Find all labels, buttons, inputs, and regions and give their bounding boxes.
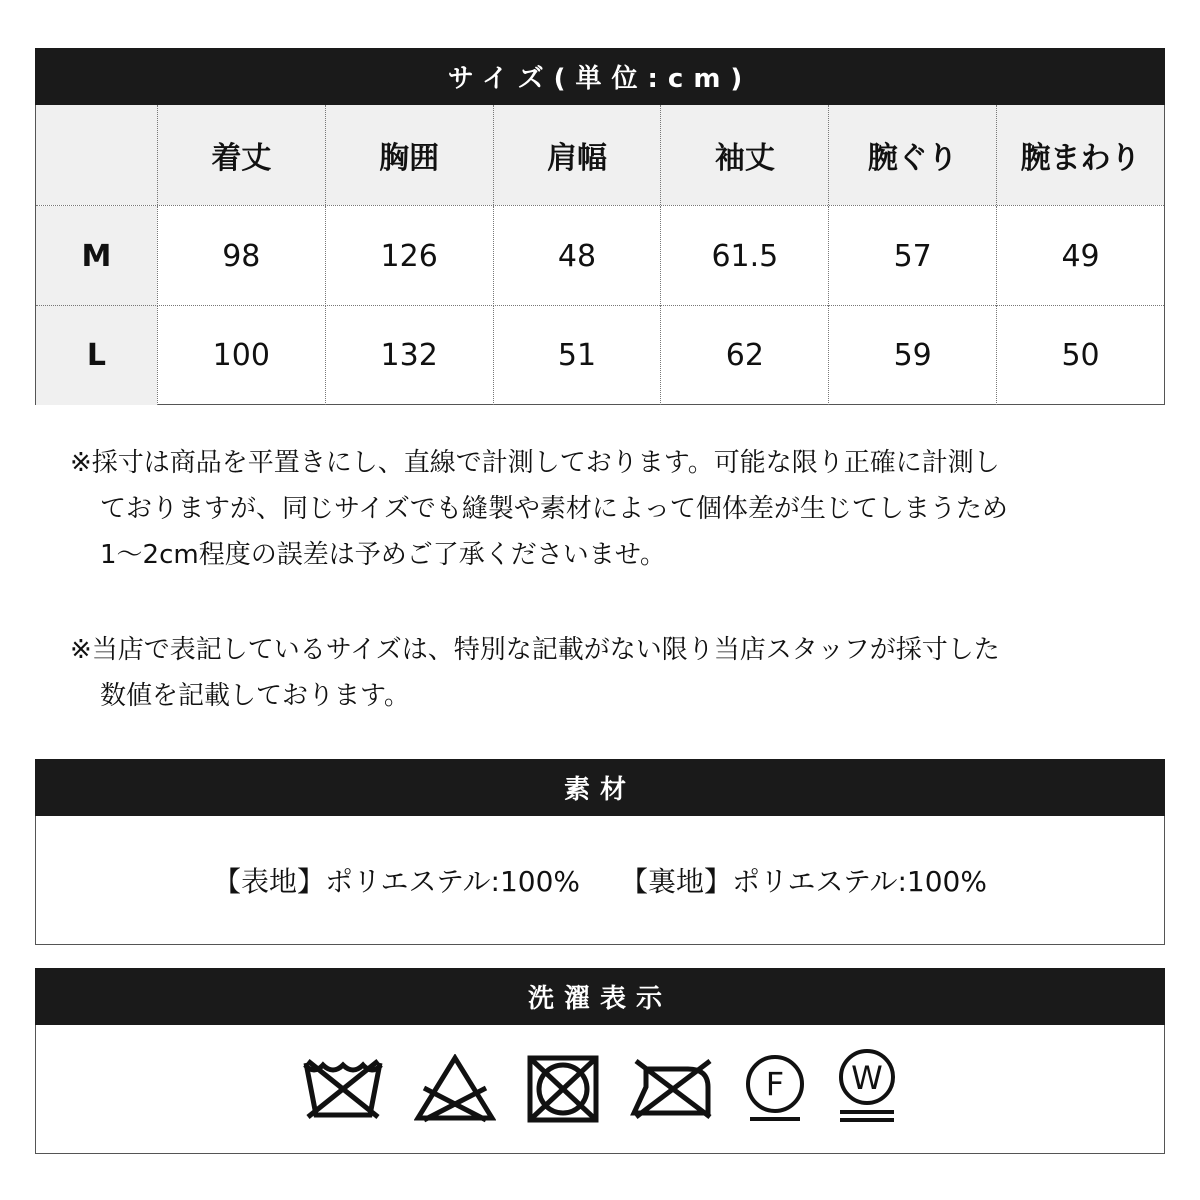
material-section-title	[35, 759, 1165, 816]
no-wash-icon	[302, 1057, 384, 1121]
size-table	[35, 105, 1165, 405]
wet-clean-w-icon	[836, 1048, 898, 1130]
no-bleach-icon	[414, 1054, 496, 1124]
material-section-title-text: 素材	[563, 775, 636, 805]
measurement-note	[70, 440, 1130, 578]
wet-clean-letter: W	[851, 1059, 883, 1097]
note-line: 1〜2cm程度の誤差は予めご了承くださいませ。	[100, 540, 666, 570]
care-box	[35, 1025, 1165, 1154]
column-header-arm-circumference: 腕まわり	[996, 105, 1164, 205]
note-line: ておりますが、同じサイズでも縫製や素材によって個体差が生じてしまうため	[100, 494, 1008, 524]
table-cell: 132	[325, 306, 493, 405]
table-cell: 126	[325, 206, 493, 306]
table-cell: 50	[996, 306, 1164, 405]
size-table-corner-cell	[36, 105, 157, 205]
dry-clean-letter: F	[765, 1065, 785, 1103]
size-section-title	[35, 48, 1165, 105]
table-cell: 57	[828, 206, 996, 306]
care-section-title	[35, 968, 1165, 1025]
care-icons	[36, 1025, 1164, 1153]
outer-material: 【表地】ポリエステル:100%	[213, 865, 580, 898]
table-cell: 48	[493, 206, 661, 306]
table-cell: 98	[157, 206, 325, 306]
table-cell: 59	[828, 306, 996, 405]
material-text	[36, 816, 1164, 944]
table-cell: 49	[996, 206, 1164, 306]
column-header-shoulder: 肩幅	[493, 105, 661, 205]
dry-clean-f-icon	[744, 1053, 806, 1125]
column-header-armhole: 腕ぐり	[828, 105, 996, 205]
size-notation-note	[70, 627, 1130, 719]
no-tumble-dry-icon	[526, 1054, 600, 1124]
care-section-title-text: 洗濯表示	[527, 984, 672, 1014]
column-header-sleeve: 袖丈	[660, 105, 828, 205]
no-iron-icon	[630, 1057, 714, 1121]
note-line: ※採寸は商品を平置きにし、直線で計測しております。可能な限り正確に計測し	[70, 448, 1000, 478]
size-section-title-text: サイズ(単位:cm)	[447, 64, 753, 94]
table-cell: 61.5	[660, 206, 828, 306]
table-row	[36, 305, 1164, 405]
column-header-length: 着丈	[157, 105, 325, 205]
note-line: ※当店で表記しているサイズは、特別な記載がない限り当店スタッフが採寸した	[70, 635, 1000, 665]
note-line: 数値を記載しております。	[100, 681, 410, 711]
lining-material: 【裏地】ポリエステル:100%	[620, 865, 987, 898]
column-header-chest: 胸囲	[325, 105, 493, 205]
table-cell: 51	[493, 306, 661, 405]
table-cell: 62	[660, 306, 828, 405]
size-label-m: M	[36, 206, 157, 306]
material-box	[35, 816, 1165, 945]
table-row	[36, 205, 1164, 306]
table-cell: 100	[157, 306, 325, 405]
size-label-l: L	[36, 306, 157, 405]
size-table-header-row	[36, 105, 1164, 205]
